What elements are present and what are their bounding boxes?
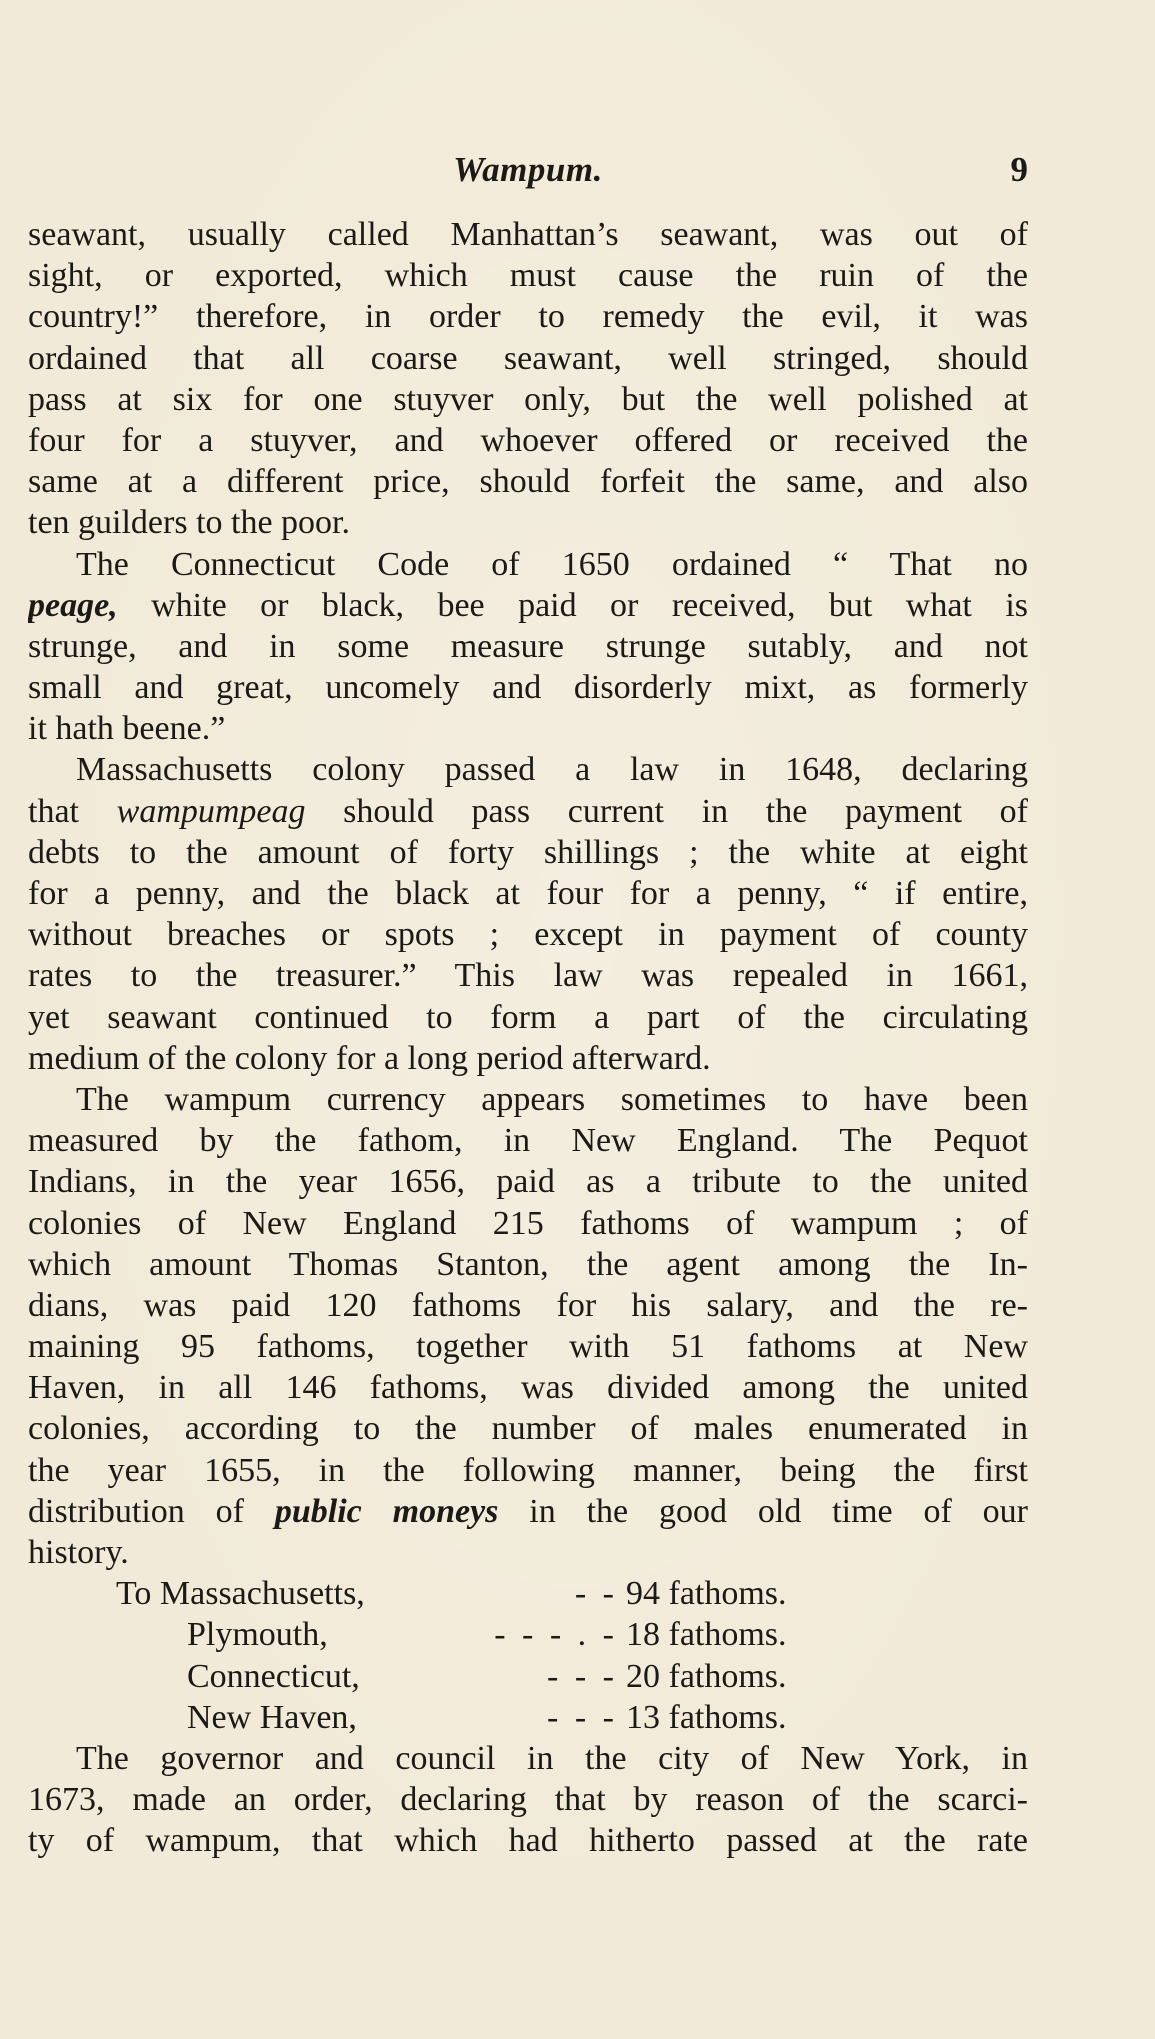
text-span: distribution of <box>28 1492 275 1530</box>
leader-dots: - - - . - <box>494 1616 618 1654</box>
paragraph-4 <box>28 1079 1028 1573</box>
text-line: rates to the treasurer.” This law was repealed in 1661, <box>28 957 1028 995</box>
distribution-amount: 20 fathoms. <box>626 1657 787 1695</box>
distribution-place: To Massachusetts, <box>116 1575 365 1613</box>
distribution-place: New Haven, <box>187 1698 357 1736</box>
leader-dots: - - - <box>547 1657 618 1695</box>
text-span: white or black, bee paid or received, but what is <box>117 586 1028 624</box>
paragraph-5 <box>28 1738 1028 1862</box>
distribution-amount: 18 fathoms. <box>626 1616 787 1654</box>
distribution-place: Connecticut, <box>187 1657 360 1695</box>
text-line: small and great, uncomely and disorderly mixt, as formerly <box>28 669 1028 707</box>
italic-term: peage, <box>28 586 118 624</box>
distribution-table <box>28 1573 1028 1738</box>
paragraph-2 <box>28 544 1028 750</box>
text-line: Indians, in the year 1656, paid as a tribute to the united <box>28 1163 1028 1201</box>
distribution-row <box>28 1656 1028 1697</box>
text-line: The wampum currency appears sometimes to have been <box>76 1080 1028 1118</box>
text-line: history. <box>28 1534 129 1571</box>
distribution-row <box>28 1697 1028 1738</box>
leader-dots: - - <box>574 1575 618 1613</box>
paragraph-3 <box>28 749 1028 1079</box>
text-line: yet seawant continued to form a part of the circulating <box>28 998 1028 1036</box>
distribution-row <box>28 1614 1028 1655</box>
distribution-amount: 94 fathoms. <box>626 1575 787 1613</box>
text-line: debts to the amount of forty shillings ; the white at eight <box>28 833 1028 871</box>
text-line: Haven, in all 146 fathoms, was divided among the united <box>28 1369 1028 1407</box>
text-line: country!” therefore, in order to remedy the evil, it was <box>28 298 1028 336</box>
text-line: The governor and council in the city of New York, in <box>76 1739 1028 1777</box>
text-line: Massachusetts colony passed a law in 1648, declaring <box>76 751 1028 789</box>
text-line <box>28 1491 1028 1532</box>
paragraph-1 <box>28 214 1028 544</box>
text-line: which amount Thomas Stanton, the agent among the In- <box>28 1245 1028 1283</box>
page-number: 9 <box>1010 150 1028 189</box>
text-line: sight, or exported, which must cause the ruin of the <box>28 257 1028 295</box>
text-line: strunge, and in some measure strunge sutably, and not <box>28 627 1028 665</box>
text-line <box>28 791 1028 832</box>
text-line: The Connecticut Code of 1650 ordained “ That no <box>76 545 1028 583</box>
text-line: without breaches or spots ; except in payment of county <box>28 916 1028 954</box>
body-text <box>28 214 1028 1862</box>
text-line: pass at six for one stuyver only, but the well polished at <box>28 380 1028 418</box>
running-title: Wampum. <box>453 150 603 189</box>
text-span: that <box>28 792 117 830</box>
text-line: ten guilders to the poor. <box>28 504 351 542</box>
distribution-amount: 13 fathoms. <box>626 1698 787 1736</box>
text-span: in the good old time of our <box>498 1492 1028 1530</box>
text-line: ty of wampum, that which had hitherto passed at the rate <box>28 1822 1028 1860</box>
distribution-row <box>28 1573 1028 1614</box>
text-line: the year 1655, in the following manner, being the first <box>28 1451 1028 1489</box>
text-span: should pass current in the payment of <box>305 792 1028 830</box>
text-line: it hath beene.” <box>28 710 226 748</box>
leader-dots: - - - <box>547 1698 618 1736</box>
text-line: dians, was paid 120 fathoms for his salary, and the re- <box>28 1286 1028 1324</box>
distribution-place: Plymouth, <box>187 1616 328 1654</box>
text-line: measured by the fathom, in New England. The Pequot <box>28 1122 1028 1160</box>
text-line: medium of the colony for a long period afterward. <box>28 1039 711 1077</box>
text-line: colonies, according to the number of males enumerated in <box>28 1410 1028 1448</box>
italic-term: wampumpeag <box>116 792 306 830</box>
text-line: colonies of New England 215 fathoms of wampum ; of <box>28 1204 1028 1242</box>
text-line: ordained that all coarse seawant, well stringed, should <box>28 339 1028 377</box>
text-line <box>28 585 1028 626</box>
text-line: seawant, usually called Manhattan’s seawant, was out of <box>28 216 1028 253</box>
text-line: four for a stuyver, and whoever offered or received the <box>28 421 1028 459</box>
page-header <box>28 150 1028 200</box>
text-line: 1673, made an order, declaring that by reason of the scarci- <box>28 1781 1028 1819</box>
text-line: for a penny, and the black at four for a penny, “ if entire, <box>28 875 1028 912</box>
text-line: maining 95 fathoms, together with 51 fathoms at New <box>28 1328 1028 1366</box>
text-line: same at a different price, should forfeit the same, and also <box>28 463 1028 501</box>
italic-term: public moneys <box>274 1492 499 1530</box>
